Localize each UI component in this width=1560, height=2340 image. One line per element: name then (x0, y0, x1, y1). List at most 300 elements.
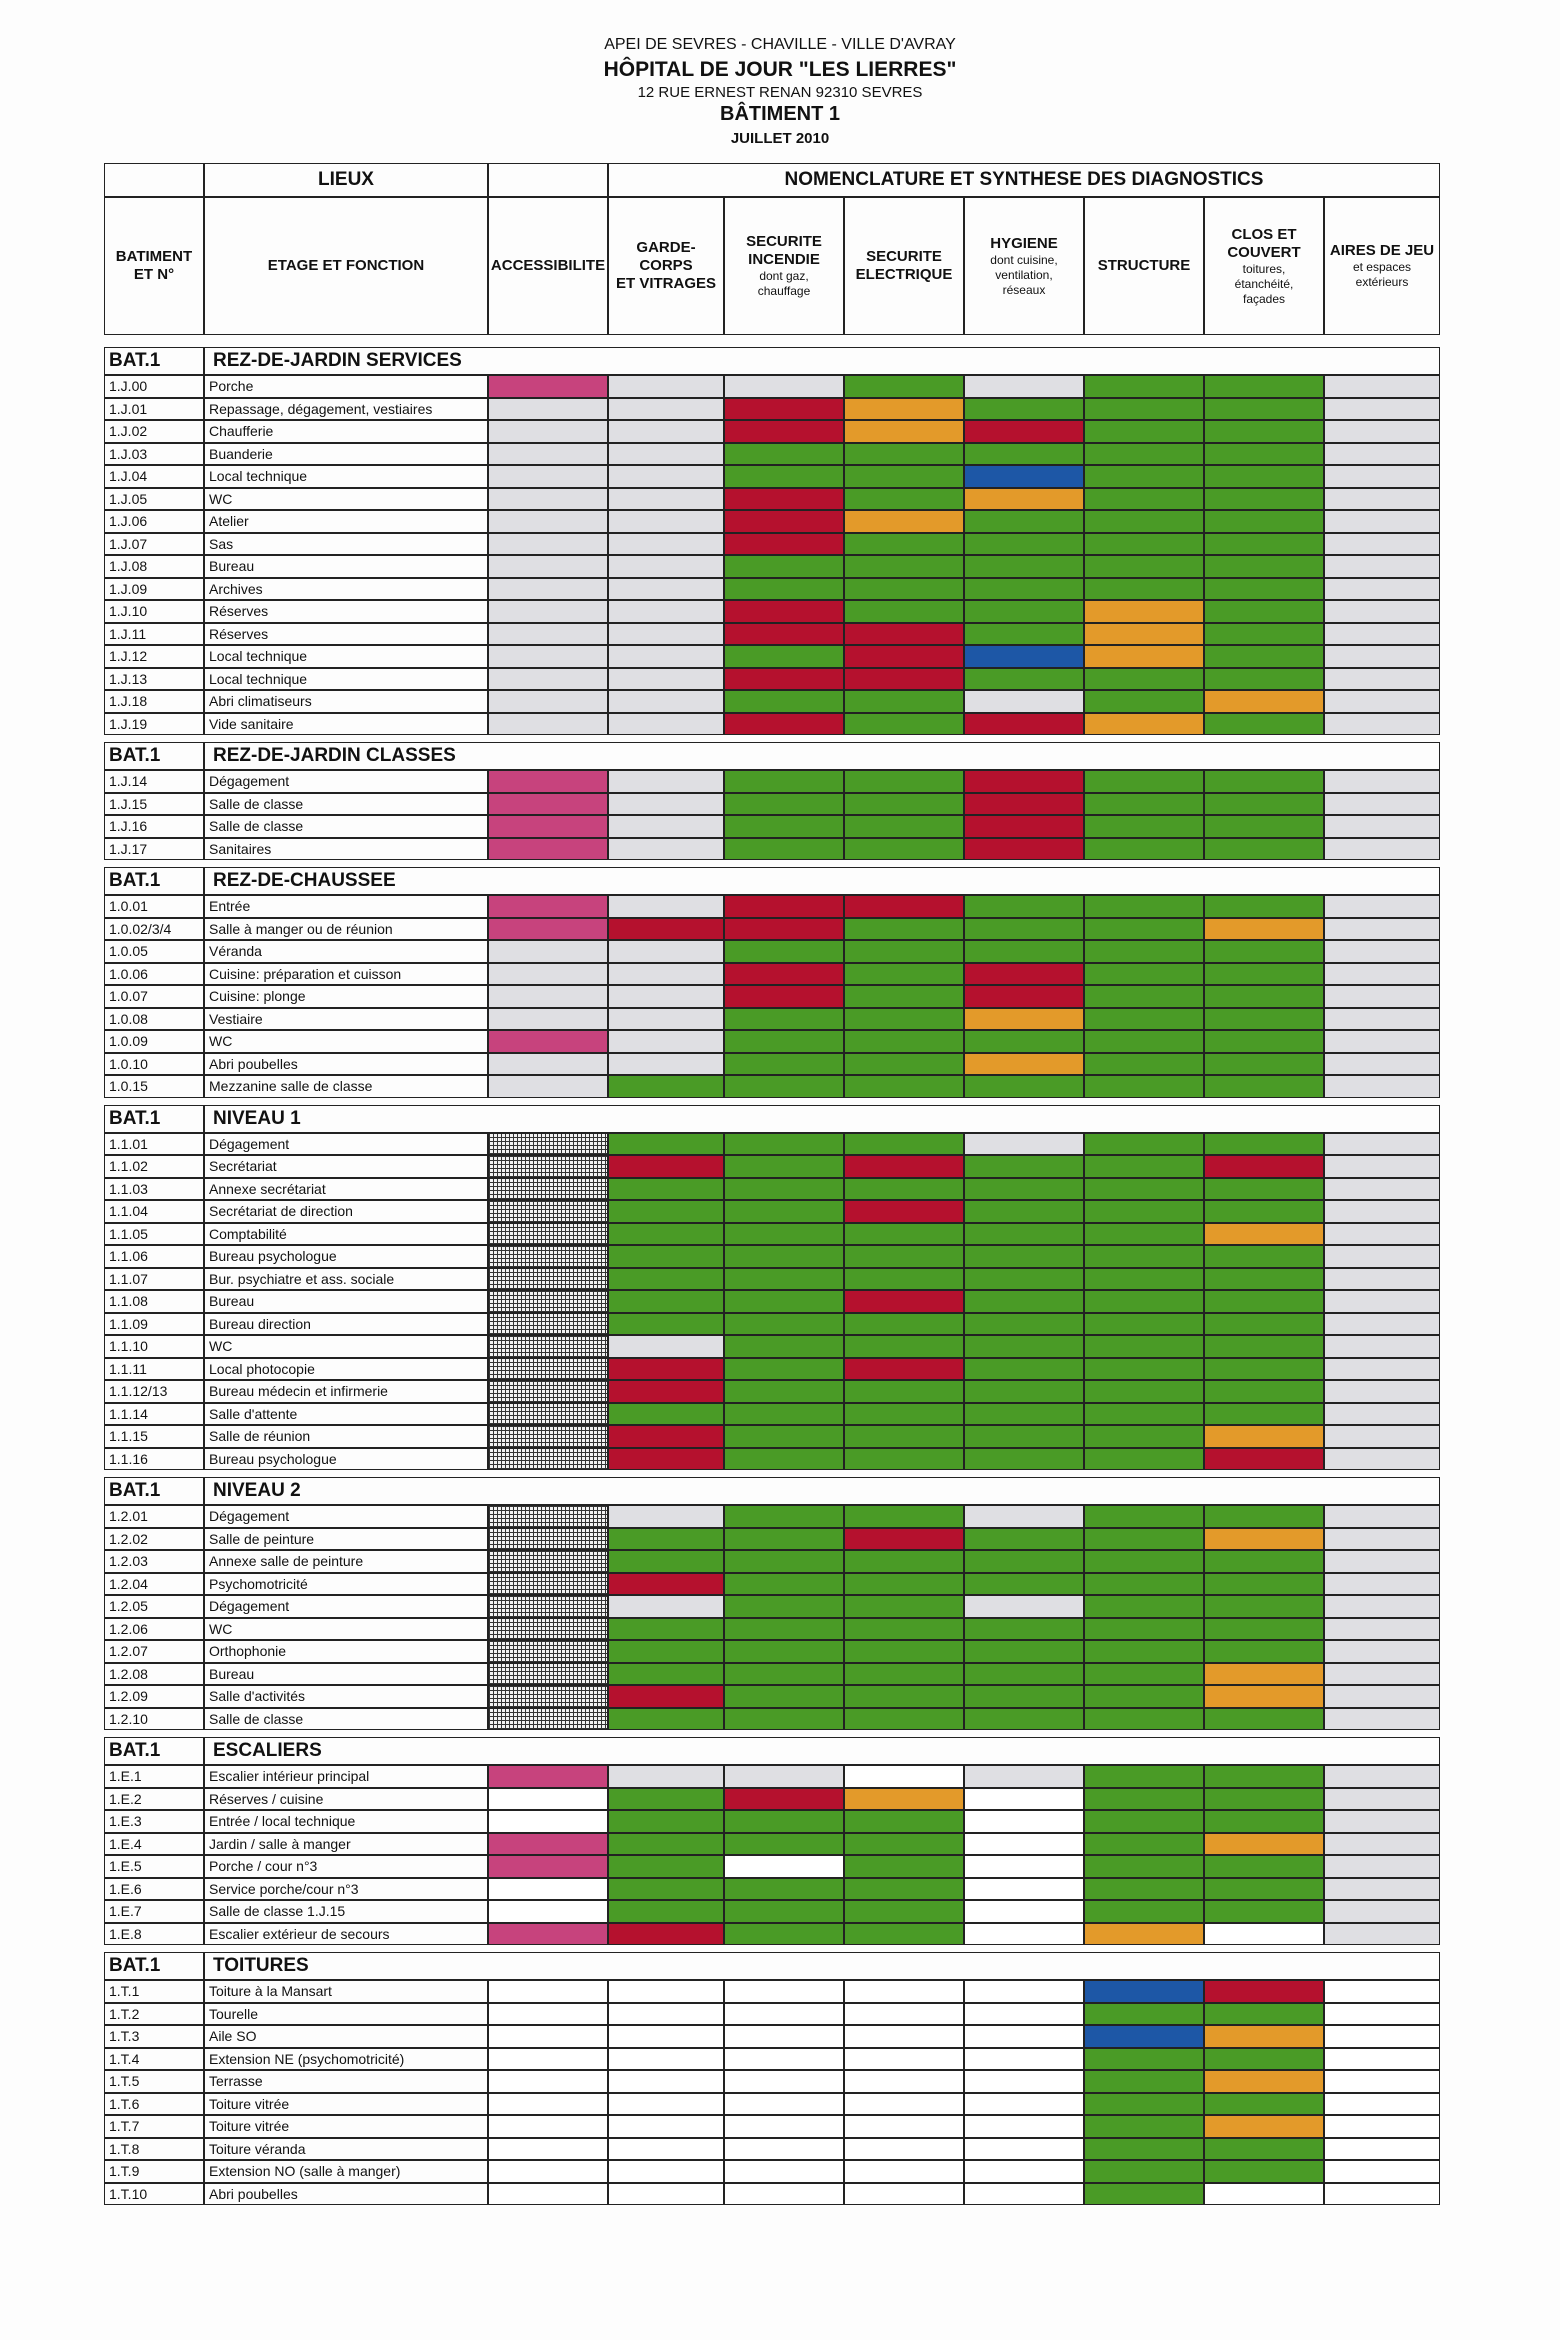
status-cell-accessibilite-hatched (488, 1380, 608, 1403)
status-cell-accessibilite-hatched (488, 1528, 608, 1551)
row-code (104, 1788, 204, 1811)
diagnostic-table (104, 163, 1440, 2263)
row-code (104, 2160, 204, 2183)
status-cell-securite-incendie-red (724, 510, 844, 533)
status-cell-aires-de-jeu-grey (1324, 1528, 1440, 1551)
status-cell-securite-electrique-white (844, 2003, 964, 2026)
status-cell-clos-couvert-green (1204, 465, 1324, 488)
col-header-clos-couvert (1204, 197, 1324, 335)
status-cell-aires-de-jeu-grey (1324, 1268, 1440, 1291)
room-code: 1.J.01 (109, 400, 148, 417)
status-cell-securite-incendie-green (724, 1550, 844, 1573)
status-cell-securite-electrique-white (844, 2093, 964, 2116)
status-cell-aires-de-jeu-grey (1324, 838, 1440, 861)
status-cell-accessibilite-hatched (488, 1663, 608, 1686)
section-title-text: REZ-DE-JARDIN CLASSES (213, 745, 456, 766)
room-code: 1.2.09 (109, 1688, 148, 1704)
status-cell-aires-de-jeu-grey (1324, 1200, 1440, 1223)
status-cell-structure-green (1084, 1573, 1204, 1596)
status-cell-hygiene-red (964, 770, 1084, 793)
status-cell-garde-corps-grey (608, 398, 724, 421)
row-code (104, 1900, 204, 1923)
status-cell-garde-corps-green (608, 1245, 724, 1268)
status-cell-hygiene-green (964, 398, 1084, 421)
status-cell-clos-couvert-green (1204, 1380, 1324, 1403)
status-cell-accessibilite-grey (488, 1008, 608, 1031)
col-header-text-clos-couvert (1227, 226, 1300, 307)
room-code: 1.1.14 (109, 1405, 148, 1422)
room-code: 1.T.9 (109, 2163, 140, 2179)
room-code: 1.E.3 (109, 1813, 142, 1829)
status-cell-securite-electrique-red (844, 1155, 964, 1178)
row-code (104, 1708, 204, 1731)
room-label: Extension NE (psychomotricité) (209, 2050, 405, 2067)
row-code (104, 1425, 204, 1448)
row-label (204, 1245, 488, 1268)
status-cell-aires-de-jeu-grey (1324, 1900, 1440, 1923)
room-label: Cuisine: préparation et cuisson (209, 965, 402, 982)
row-code (104, 2093, 204, 2116)
status-cell-aires-de-jeu-grey (1324, 770, 1440, 793)
status-cell-securite-electrique-white (844, 2138, 964, 2161)
room-code: 1.J.00 (109, 378, 148, 394)
room-code: 1.J.10 (109, 603, 148, 619)
etage-label: ETAGE ET FONCTION (267, 257, 425, 274)
status-cell-garde-corps-green (608, 1075, 724, 1098)
status-cell-aires-de-jeu-grey (1324, 623, 1440, 646)
row-label (204, 398, 488, 421)
row-label (204, 1923, 488, 1946)
status-cell-securite-electrique-green (844, 1573, 964, 1596)
room-label: Réserves (209, 625, 269, 642)
status-cell-accessibilite-white (488, 2138, 608, 2161)
row-label (204, 1708, 488, 1731)
status-cell-accessibilite-hatched (488, 1200, 608, 1223)
status-cell-securite-electrique-green (844, 1245, 964, 1268)
status-cell-aires-de-jeu-grey (1324, 1008, 1440, 1031)
status-cell-securite-incendie-green (724, 578, 844, 601)
status-cell-securite-electrique-green (844, 1075, 964, 1098)
status-cell-structure-green (1084, 2160, 1204, 2183)
room-code: 1.1.04 (109, 1203, 148, 1219)
status-cell-hygiene-green (964, 1223, 1084, 1246)
status-cell-securite-incendie-green (724, 1403, 844, 1426)
status-cell-accessibilite-hatched (488, 1290, 608, 1313)
section-bat-label (104, 1477, 204, 1505)
status-cell-aires-de-jeu-grey (1324, 1358, 1440, 1381)
status-cell-accessibilite-hatched (488, 1573, 608, 1596)
col-title-securite-incendie: SECURITE INCENDIE (746, 233, 822, 268)
room-label: Psychomotricité (209, 1575, 308, 1592)
status-cell-aires-de-jeu-grey (1324, 1708, 1440, 1731)
status-cell-aires-de-jeu-grey (1324, 1765, 1440, 1788)
room-label: Aile SO (209, 2028, 257, 2044)
status-cell-structure-green (1084, 1448, 1204, 1471)
section-title (204, 1477, 1440, 1505)
status-cell-clos-couvert-green (1204, 2138, 1324, 2161)
status-cell-accessibilite-hatched (488, 1505, 608, 1528)
row-label (204, 1178, 488, 1201)
nomenclature-label: NOMENCLATURE ET SYNTHESE DES DIAGNOSTICS (784, 169, 1264, 190)
status-cell-hygiene-green (964, 600, 1084, 623)
room-code: 1.0.09 (109, 1033, 148, 1049)
room-code: 1.E.6 (109, 1880, 142, 1897)
status-cell-securite-electrique-green (844, 1878, 964, 1901)
status-cell-structure-green (1084, 1030, 1204, 1053)
room-code: 1.1.15 (109, 1428, 148, 1444)
status-cell-structure-green (1084, 465, 1204, 488)
lieux-label: LIEUX (318, 169, 374, 190)
room-code: 1.0.07 (109, 988, 148, 1004)
status-cell-aires-de-jeu-grey (1324, 918, 1440, 941)
status-cell-hygiene-white (964, 2160, 1084, 2183)
row-label (204, 1448, 488, 1471)
status-cell-securite-incendie-white (724, 2048, 844, 2071)
batiment-header (104, 197, 204, 335)
col-title-securite-incendie-sub: dont gaz, chauffage (757, 269, 811, 298)
status-cell-garde-corps-green (608, 1200, 724, 1223)
room-code: 1.1.01 (109, 1135, 148, 1152)
status-cell-accessibilite-hatched (488, 1245, 608, 1268)
room-label: Vestiaire (209, 1010, 263, 1027)
status-cell-hygiene-grey (964, 690, 1084, 713)
status-cell-aires-de-jeu-grey (1324, 645, 1440, 668)
status-cell-hygiene-red (964, 713, 1084, 736)
row-code (104, 1855, 204, 1878)
status-cell-clos-couvert-red (1204, 1155, 1324, 1178)
room-code: 1.T.5 (109, 2073, 140, 2089)
status-cell-securite-incendie-green (724, 645, 844, 668)
status-cell-structure-green (1084, 2048, 1204, 2071)
status-cell-clos-couvert-white (1204, 2183, 1324, 2206)
org-name: APEI DE SEVRES - CHAVILLE - VILLE D'AVRAY (604, 36, 956, 53)
row-label (204, 1878, 488, 1901)
status-cell-aires-de-jeu-grey (1324, 488, 1440, 511)
status-cell-accessibilite-hatched (488, 1223, 608, 1246)
status-cell-garde-corps-white (608, 2183, 724, 2206)
status-cell-garde-corps-grey (608, 838, 724, 861)
room-code: 1.2.01 (109, 1508, 148, 1524)
status-cell-garde-corps-grey (608, 578, 724, 601)
status-cell-clos-couvert-green (1204, 793, 1324, 816)
status-cell-aires-de-jeu-grey (1324, 443, 1440, 466)
row-code (104, 1133, 204, 1156)
room-code: 1.2.02 (109, 1530, 148, 1547)
status-cell-securite-electrique-green (844, 1505, 964, 1528)
status-cell-accessibilite-hatched (488, 1178, 608, 1201)
status-cell-structure-green (1084, 1358, 1204, 1381)
status-cell-securite-incendie-green (724, 1178, 844, 1201)
status-cell-securite-incendie-green (724, 1900, 844, 1923)
status-cell-accessibilite-hatched (488, 1618, 608, 1641)
status-cell-accessibilite-pink (488, 375, 608, 398)
room-code: 1.1.09 (109, 1315, 148, 1332)
row-code (104, 420, 204, 443)
status-cell-garde-corps-green (608, 1528, 724, 1551)
section-title (204, 1105, 1440, 1133)
row-code (104, 1335, 204, 1358)
room-label: Repassage, dégagement, vestiaires (209, 400, 433, 417)
section-title (204, 1952, 1440, 1980)
row-label (204, 1550, 488, 1573)
col-header-text-accessibilite (491, 257, 605, 275)
status-cell-securite-incendie-green (724, 1200, 844, 1223)
status-cell-hygiene-red (964, 985, 1084, 1008)
status-cell-hygiene-white (964, 2138, 1084, 2161)
status-cell-structure-green (1084, 1290, 1204, 1313)
room-code: 1.0.02/3/4 (109, 920, 172, 937)
row-label (204, 2160, 488, 2183)
status-cell-clos-couvert-orange (1204, 2070, 1324, 2093)
status-cell-securite-incendie-green (724, 1053, 844, 1076)
status-cell-securite-incendie-green (724, 1268, 844, 1291)
col-title-structure: STRUCTURE (1097, 257, 1191, 274)
status-cell-garde-corps-grey (608, 770, 724, 793)
room-label: Local photocopie (209, 1360, 315, 1377)
status-cell-hygiene-green (964, 1268, 1084, 1291)
row-label (204, 1855, 488, 1878)
status-cell-structure-green (1084, 1133, 1204, 1156)
status-cell-clos-couvert-green (1204, 578, 1324, 601)
section-bat-text: BAT.1 (109, 1955, 161, 1976)
status-cell-structure-green (1084, 793, 1204, 816)
status-cell-securite-incendie-white (724, 2138, 844, 2161)
status-cell-hygiene-green (964, 1403, 1084, 1426)
status-cell-garde-corps-green (608, 1855, 724, 1878)
status-cell-garde-corps-green (608, 1640, 724, 1663)
row-label (204, 940, 488, 963)
status-cell-structure-green (1084, 1403, 1204, 1426)
status-cell-accessibilite-hatched (488, 1425, 608, 1448)
status-cell-structure-green (1084, 1900, 1204, 1923)
row-code (104, 1833, 204, 1856)
room-code: 1.J.02 (109, 423, 148, 439)
status-cell-accessibilite-grey (488, 420, 608, 443)
status-cell-accessibilite-hatched (488, 1448, 608, 1471)
status-cell-securite-electrique-green (844, 555, 964, 578)
status-cell-hygiene-green (964, 1380, 1084, 1403)
room-code: 1.0.10 (109, 1055, 148, 1072)
status-cell-securite-incendie-white (724, 2160, 844, 2183)
status-cell-hygiene-red (964, 793, 1084, 816)
room-label: Secrétariat (209, 1158, 277, 1174)
status-cell-securite-incendie-green (724, 1833, 844, 1856)
status-cell-clos-couvert-green (1204, 1708, 1324, 1731)
status-cell-hygiene-grey (964, 1595, 1084, 1618)
report-date: JUILLET 2010 (730, 130, 830, 147)
status-cell-clos-couvert-green (1204, 713, 1324, 736)
row-code (104, 1200, 204, 1223)
room-label: Bureau psychologue (209, 1248, 337, 1264)
row-code (104, 533, 204, 556)
status-cell-garde-corps-grey (608, 895, 724, 918)
status-cell-aires-de-jeu-grey (1324, 1223, 1440, 1246)
room-label: Jardin / salle à manger (209, 1835, 351, 1852)
row-label (204, 443, 488, 466)
status-cell-accessibilite-hatched (488, 1595, 608, 1618)
status-cell-accessibilite-grey (488, 963, 608, 986)
status-cell-clos-couvert-green (1204, 533, 1324, 556)
room-label: Local technique (209, 648, 308, 664)
status-cell-aires-de-jeu-grey (1324, 1923, 1440, 1946)
row-code (104, 895, 204, 918)
row-label (204, 2138, 488, 2161)
status-cell-garde-corps-grey (608, 713, 724, 736)
row-code (104, 1528, 204, 1551)
status-cell-aires-de-jeu-grey (1324, 555, 1440, 578)
status-cell-structure-green (1084, 1075, 1204, 1098)
room-code: 1.2.04 (109, 1575, 148, 1592)
status-cell-aires-de-jeu-grey (1324, 1550, 1440, 1573)
row-code (104, 1595, 204, 1618)
row-code (104, 2183, 204, 2206)
status-cell-hygiene-grey (964, 375, 1084, 398)
status-cell-securite-incendie-green (724, 1075, 844, 1098)
row-code (104, 488, 204, 511)
status-cell-structure-orange (1084, 600, 1204, 623)
status-cell-accessibilite-grey (488, 690, 608, 713)
row-label (204, 375, 488, 398)
status-cell-clos-couvert-green (1204, 2048, 1324, 2071)
status-cell-securite-incendie-green (724, 1810, 844, 1833)
row-code (104, 1268, 204, 1291)
status-cell-clos-couvert-orange (1204, 1685, 1324, 1708)
status-cell-garde-corps-grey (608, 533, 724, 556)
room-code: 1.T.4 (109, 2050, 140, 2067)
row-code (104, 623, 204, 646)
status-cell-hygiene-red (964, 815, 1084, 838)
status-cell-hygiene-grey (964, 1765, 1084, 1788)
status-cell-garde-corps-green (608, 1708, 724, 1731)
status-cell-structure-green (1084, 398, 1204, 421)
status-cell-accessibilite-hatched (488, 1685, 608, 1708)
row-label (204, 1075, 488, 1098)
room-label: Vide sanitaire (209, 715, 294, 732)
status-cell-garde-corps-red (608, 1425, 724, 1448)
status-cell-structure-green (1084, 1505, 1204, 1528)
status-cell-hygiene-green (964, 623, 1084, 646)
room-code: 1.J.15 (109, 795, 148, 812)
status-cell-securite-electrique-white (844, 2048, 964, 2071)
status-cell-securite-electrique-green (844, 1448, 964, 1471)
status-cell-securite-electrique-green (844, 940, 964, 963)
status-cell-clos-couvert-green (1204, 488, 1324, 511)
status-cell-accessibilite-pink (488, 838, 608, 861)
status-cell-securite-incendie-green (724, 555, 844, 578)
room-code: 1.J.09 (109, 580, 148, 597)
status-cell-aires-de-jeu-grey (1324, 1788, 1440, 1811)
status-cell-securite-electrique-green (844, 1923, 964, 1946)
status-cell-securite-incendie-green (724, 1335, 844, 1358)
status-cell-clos-couvert-green (1204, 1640, 1324, 1663)
status-cell-securite-electrique-green (844, 1810, 964, 1833)
room-code: 1.J.11 (109, 625, 147, 642)
row-label (204, 1133, 488, 1156)
status-cell-securite-incendie-white (724, 2003, 844, 2026)
row-label (204, 815, 488, 838)
status-cell-securite-electrique-green (844, 713, 964, 736)
status-cell-structure-green (1084, 895, 1204, 918)
row-label (204, 1200, 488, 1223)
room-label: Secrétariat de direction (209, 1203, 353, 1219)
room-label: Salle de réunion (209, 1428, 311, 1444)
row-label (204, 2115, 488, 2138)
status-cell-clos-couvert-green (1204, 443, 1324, 466)
row-code (104, 555, 204, 578)
status-cell-hygiene-green (964, 1313, 1084, 1336)
status-cell-clos-couvert-green (1204, 623, 1324, 646)
room-label: Entrée (209, 898, 251, 914)
status-cell-aires-de-jeu-grey (1324, 1155, 1440, 1178)
status-cell-securite-incendie-grey (724, 375, 844, 398)
section-title (204, 867, 1440, 895)
status-cell-securite-electrique-red (844, 645, 964, 668)
status-cell-hygiene-green (964, 1663, 1084, 1686)
room-label: Service porche/cour n°3 (209, 1880, 359, 1897)
row-label (204, 1425, 488, 1448)
row-label (204, 918, 488, 941)
row-code (104, 2070, 204, 2093)
status-cell-clos-couvert-green (1204, 645, 1324, 668)
status-cell-garde-corps-white (608, 2070, 724, 2093)
status-cell-aires-de-jeu-grey (1324, 398, 1440, 421)
col-title-clos-couvert: CLOS ET COUVERT (1227, 225, 1301, 261)
nomenclature-header (608, 163, 1440, 197)
row-code (104, 1618, 204, 1641)
row-label (204, 645, 488, 668)
status-cell-accessibilite-white (488, 1810, 608, 1833)
row-code (104, 2138, 204, 2161)
row-label (204, 2183, 488, 2206)
status-cell-securite-incendie-green (724, 1008, 844, 1031)
room-label: Abri poubelles (209, 2185, 298, 2202)
row-code (104, 1380, 204, 1403)
status-cell-securite-incendie-red (724, 420, 844, 443)
status-cell-accessibilite-grey (488, 623, 608, 646)
status-cell-securite-incendie-green (724, 940, 844, 963)
status-cell-accessibilite-grey (488, 1053, 608, 1076)
room-code: 1.T.6 (109, 2095, 140, 2112)
status-cell-structure-green (1084, 1380, 1204, 1403)
status-cell-aires-de-jeu-grey (1324, 793, 1440, 816)
status-cell-aires-de-jeu-grey (1324, 1380, 1440, 1403)
row-code (104, 578, 204, 601)
status-cell-aires-de-jeu-grey (1324, 1663, 1440, 1686)
room-code: 1.1.03 (109, 1180, 148, 1197)
status-cell-securite-electrique-white (844, 2070, 964, 2093)
row-label (204, 1155, 488, 1178)
status-cell-aires-de-jeu-grey (1324, 1833, 1440, 1856)
status-cell-garde-corps-grey (608, 1030, 724, 1053)
status-cell-accessibilite-pink (488, 1923, 608, 1946)
room-code: 1.E.7 (109, 1903, 142, 1919)
row-label (204, 1313, 488, 1336)
room-label: Entrée / local technique (209, 1813, 356, 1829)
status-cell-structure-green (1084, 578, 1204, 601)
status-cell-securite-incendie-red (724, 623, 844, 646)
row-code (104, 1640, 204, 1663)
status-cell-hygiene-blue (964, 645, 1084, 668)
section-bat-label (104, 867, 204, 895)
status-cell-aires-de-jeu-white (1324, 2138, 1440, 2161)
status-cell-clos-couvert-green (1204, 420, 1324, 443)
status-cell-securite-incendie-green (724, 1685, 844, 1708)
status-cell-clos-couvert-orange (1204, 1663, 1324, 1686)
room-code: 1.J.06 (109, 513, 148, 529)
status-cell-accessibilite-white (488, 2160, 608, 2183)
room-label: Bureau (209, 558, 255, 574)
room-label: Escalier intérieur principal (209, 1768, 370, 1784)
